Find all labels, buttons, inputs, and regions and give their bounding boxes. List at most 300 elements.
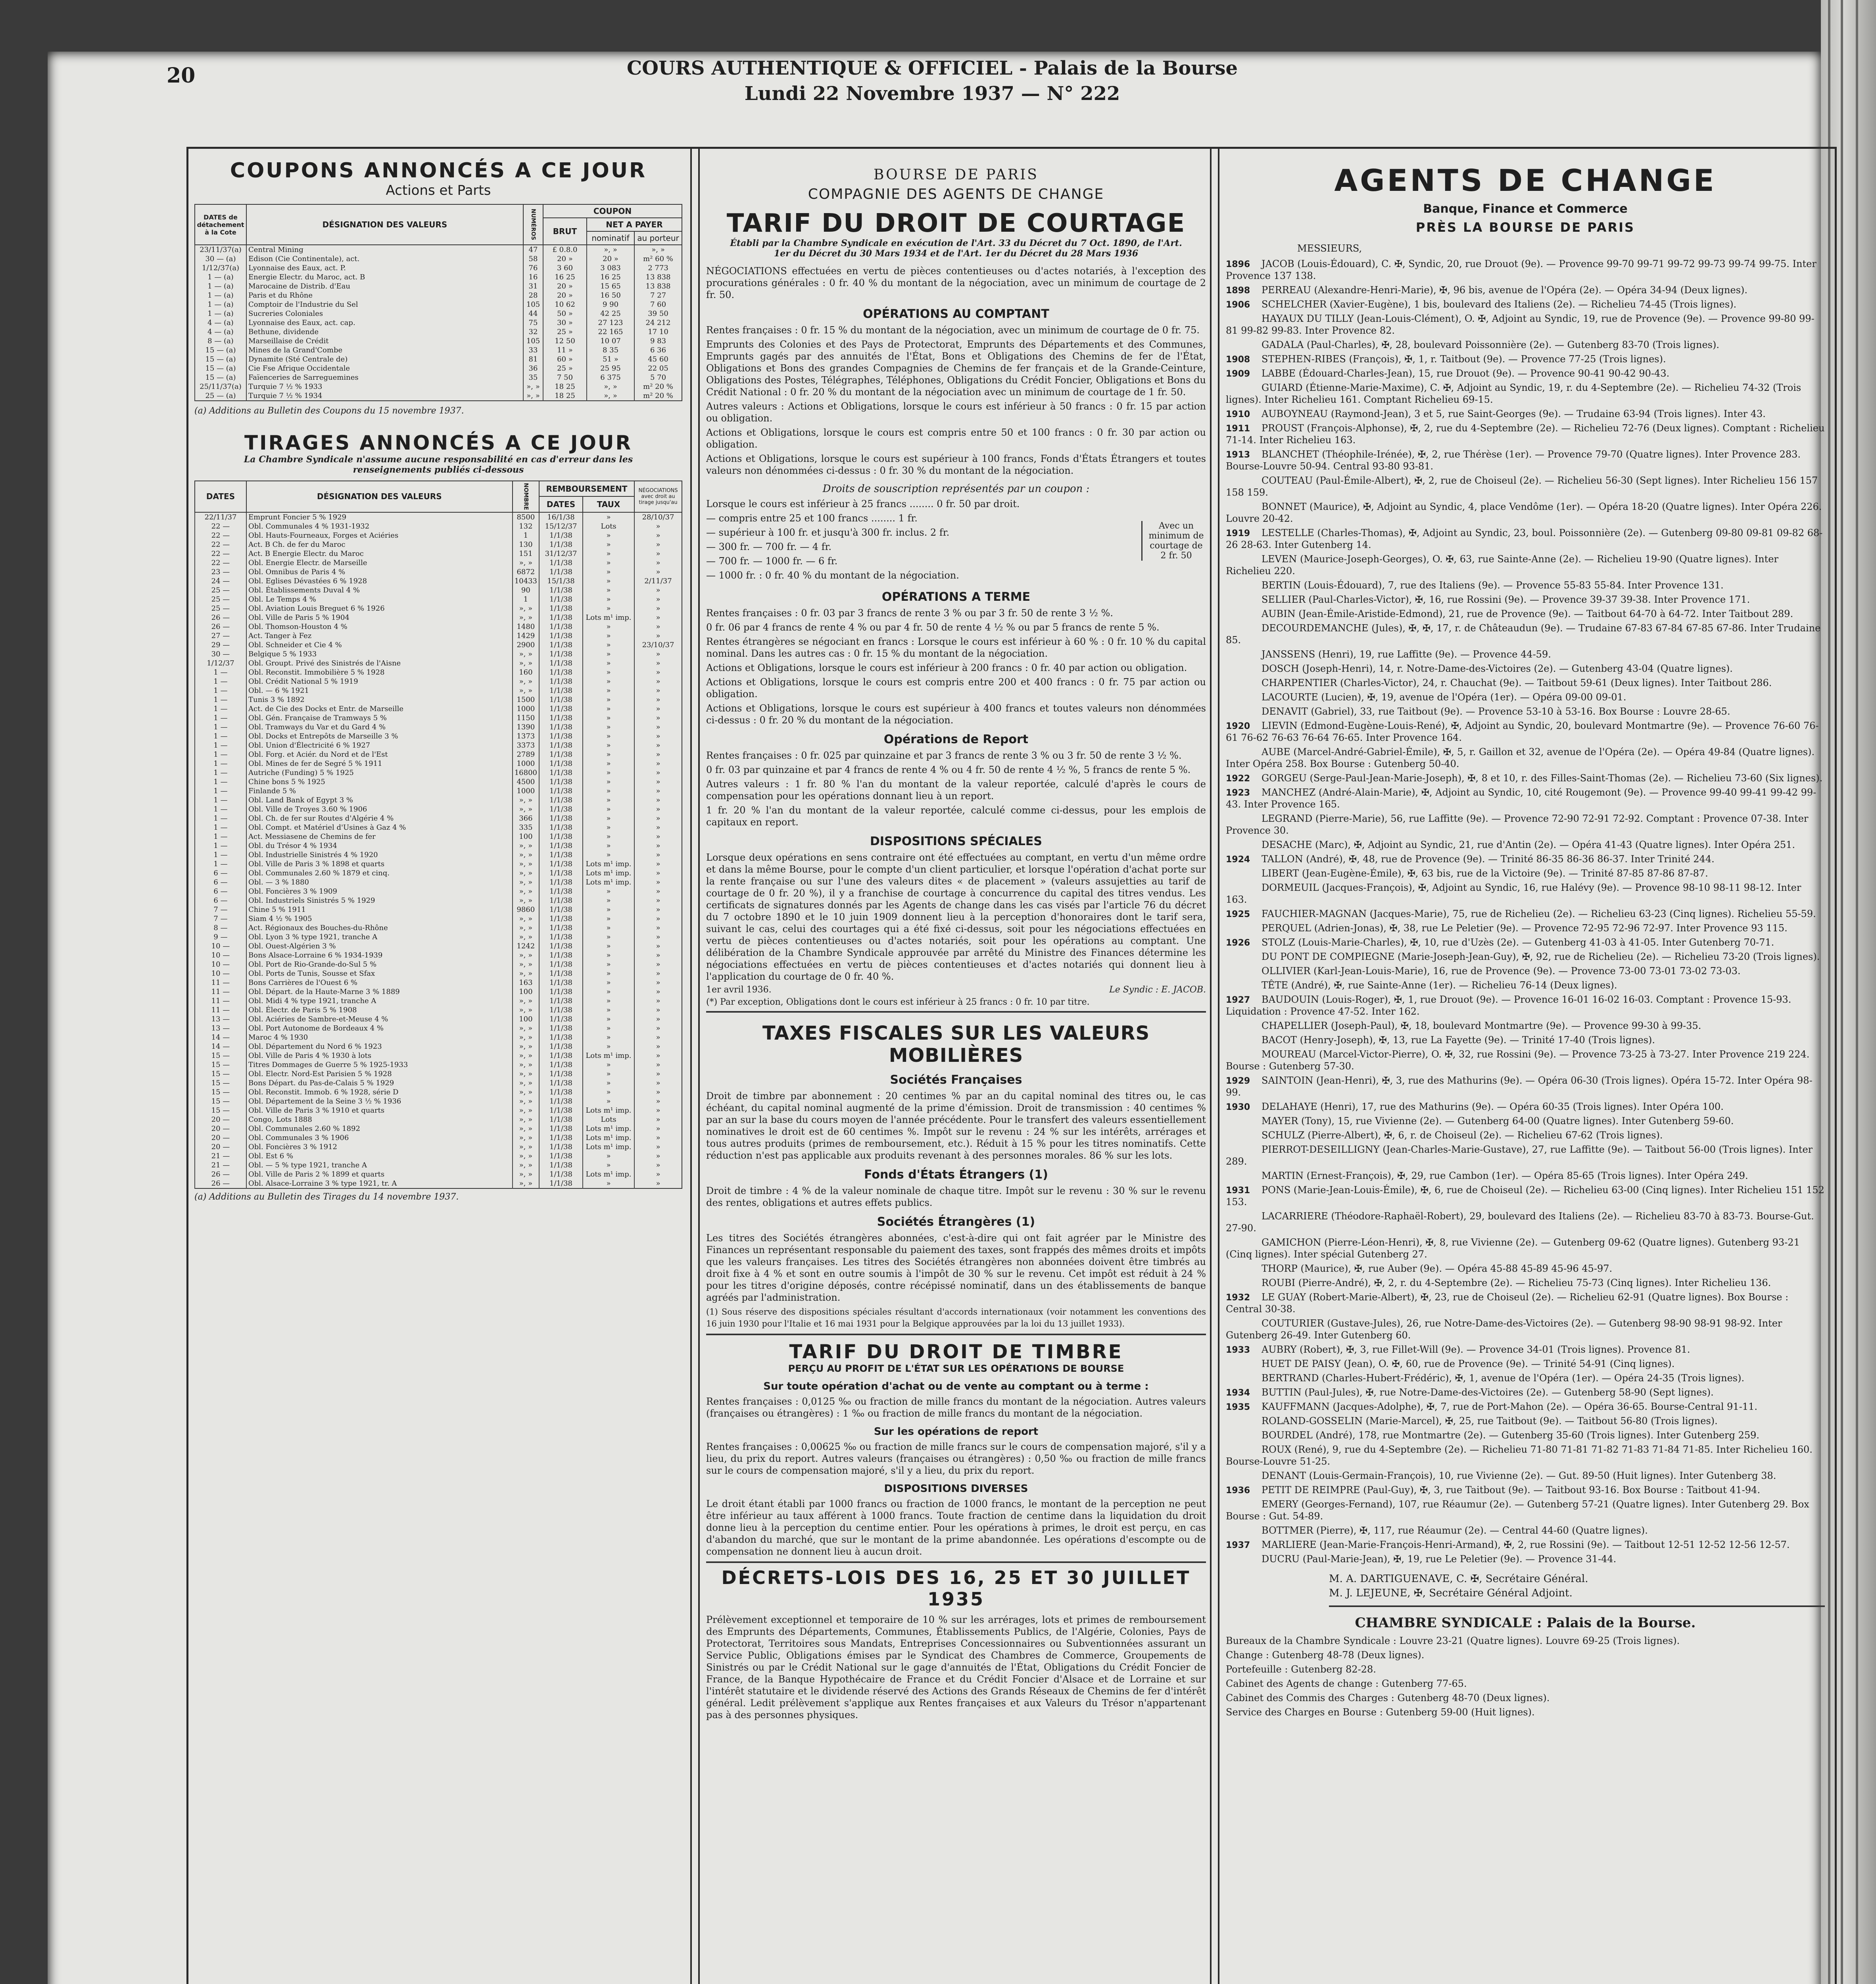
table-cell: Obl. Communales 2.60 % 1892 [246,1124,513,1133]
table-row [195,613,682,622]
table-cell: 2/11/37 [634,577,682,586]
table-cell: Lots m¹ imp. [583,1051,634,1060]
table-cell: Mines de la Grand'Combe [246,346,523,355]
col-header-taux: TAUX [583,496,634,512]
table-cell: 1/1/38 [539,887,583,896]
table-row [195,1152,682,1161]
table-cell: Obl. Alsace-Lorraine 3 % type 1921, tr. A [246,1179,513,1188]
courtage-negociations: NÉGOCIATIONS effectuées en vertu de pièces contentieuses ou d'actes notariés, à l'exception des procurations générales : 0 fr. 40 % du montant de la négociation, avec un minimum de courtage de 2 fr. 50. [706,265,1206,300]
table-cell: Lots m¹ imp. [583,1133,634,1142]
agent-details: MANCHEZ (André-Alain-Marie), ✠, Adjoint au Syndic, 10, cité Rougemont (9e). — Provence 99-40 99-41 99-42 99-43. Inter Provence 165. [1226,787,1816,810]
agent-details: DENANT (Louis-Germain-François), 10, rue Vivienne (2e). — Gut. 89-50 (Huit lignes). Inter Gutenberg 38. [1262,1470,1776,1481]
agent-entry [1226,882,1825,905]
agent-details: MARTIN (Ernest-François), ✠, 29, rue Cambon (1er). — Opéra 85-65 (Trois lignes). Inter Opéra 249. [1262,1170,1748,1181]
agent-details: SAINTOIN (Jean-Henri), ✠, 3, rue des Mathurins (9e). — Opéra 06-30 (Trois lignes). Opéra 15-72. Inter Opéra 98-99. [1226,1075,1813,1098]
table-cell: 22/11/37 [195,512,246,522]
agent-details: LIBERT (Jean-Eugène-Émile), ✠, 63 bis, rue de la Victoire (9e). — Trinité 87-85 87-86 87-87. [1262,868,1708,879]
table-cell: Obl. Le Temps 4 % [246,595,513,604]
table-cell: », » [513,1097,539,1106]
agent-year: 1922 [1226,774,1250,784]
table-cell: 1/1/38 [539,613,583,622]
table-cell: 30 » [543,318,587,327]
table-row [195,1106,682,1115]
table-cell: 45 60 [634,355,682,364]
table-cell: 1373 [513,732,539,741]
table-cell: » [634,960,682,969]
taxes-title: TAXES FISCALES SUR LES VALEURS MOBILIÈRES [762,1022,1150,1067]
courtage-dispositions: Lorsque deux opérations en sens contraire ont été effectuées au comptant, en vertu d'un même ordre et dans la même Bourse, pour le compte d'un client particulier, et lorsque l'opération d'achat porte sur la rente française ou sur l'une des valeurs dites « de placement » (valeurs assujetties au tarif de courtage de 0 fr. 20 %), il y a franchise de courtage à concurrence du capital des titres vendus. Les certificats de signatures donnés par les Agents de change dans les cas visés par l'article 76 du décret du 7 octobre 1890 et le 10 juin 1909 donnent lieu à la perception d'honoraires dont le tarif sera, suivant le cas, celui des courtages qui a été fixé ci-dessus, soit pour les négociations effectuées en vertu de pièces contentieuses ou d'actes notariés, soit pour les opérations au comptant. Une délibération de la Chambre Syndicale approuvée par arrêté du Ministre des Finances détermine les négociations effectuées en vertu de pièces contentieuses et d'actes notariés qui donnent lieu à l'application du courtage de 0 fr. 40 %. [706,852,1206,982]
list-item: Rentes françaises : 0 fr. 025 par quinzaine et par 3 francs de rente 3 % ou 3 fr. 50 de rente 3 ½ %. [706,750,1182,761]
table-cell: Turquie 7 ½ % 1934 [246,391,523,401]
table-cell: Obl. Compt. et Matériel d'Usines à Gaz 4 % [246,823,513,832]
table-cell: 15 — [195,1106,246,1115]
table-cell: 20 » [543,291,587,300]
table-cell: 13 — [195,1015,246,1024]
agent-details: OLLIVIER (Karl-Jean-Louis-Marie), 16, rue de Provence (9e). — Provence 73-00 73-01 73-02 73-03. [1262,965,1741,977]
table-cell: 1/1/38 [539,996,583,1005]
table-cell: 1/1/38 [539,932,583,942]
table-cell: », » [513,613,539,622]
list-item: — 300 fr. — 700 fr. — 4 fr. [706,541,831,552]
table-cell: 22 — [195,531,246,540]
table-cell: » [634,777,682,786]
courtage-signature [706,985,1206,995]
courtage-report-title: Opérations de Report [883,732,1029,746]
list-item: 1 fr. 20 % l'an du montant de la valeur reportée, calculé comme ci-dessus, pour les emplois de capitaux en report. [706,805,1206,828]
agent-entry [1226,1210,1825,1234]
table-cell: Belgique 5 % 1933 [246,650,513,659]
agent-entry [1226,1034,1825,1046]
table-cell: 22 — [195,558,246,567]
table-cell: 1/1/38 [539,668,583,677]
agent-details: GUIARD (Étienne-Marie-Maxime), C. ✠, Adjoint au Syndic, 19, r. du 4-Septembre (2e). — Richelieu 74-32 (Trois lignes). Inter Richelieu 161. Comptant Richelieu 69-15. [1226,382,1801,405]
table-cell: Edison (Cie Continentale), act. [246,254,523,263]
table-cell: Obl. Départ. de la Haute-Marne 3 % 1889 [246,987,513,996]
table-cell: 132 [513,522,539,531]
table-cell: 16 50 [587,291,634,300]
table-cell: 1/12/37 [195,659,246,668]
table-cell: », » [513,604,539,613]
agent-entry [1226,527,1825,551]
tirages-rows [195,512,682,1188]
table-cell: Obl. Lyon 3 % type 1921, tranche A [246,932,513,942]
agent-year: 1920 [1226,721,1250,731]
table-cell: Act. Tanger à Fez [246,631,513,640]
table-cell: » [583,1015,634,1024]
table-cell: », » [513,1179,539,1188]
table-cell: » [634,805,682,814]
table-cell: » [583,650,634,659]
table-cell: » [634,522,682,531]
table-cell: » [634,823,682,832]
table-cell: 1/1/38 [539,640,583,650]
table-cell: 16800 [513,768,539,777]
table-cell: 1/1/38 [539,960,583,969]
table-cell: », » [513,1005,539,1015]
table-cell: 22 — [195,540,246,549]
table-row [195,336,682,346]
table-cell: », » [513,686,539,695]
coupons-subtitle: Actions et Parts [386,183,491,198]
table-cell: 3 083 [587,263,634,273]
table-cell: » [583,914,634,923]
courtage-heading2: COMPAGNIE DES AGENTS DE CHANGE [808,186,1104,202]
table-cell: 20 » [543,254,587,263]
table-cell: 8 35 [587,346,634,355]
agent-details: DECOURDEMANCHE (Jules), ✠, ✠, 17, r. de Châteaudun (9e). — Trudaine 67-83 67-84 67-85 67-86. Inter Trudaine 85. [1226,623,1821,646]
table-row [195,741,682,750]
table-cell: », » [513,1106,539,1115]
table-cell: » [583,586,634,595]
table-cell: 25 — [195,595,246,604]
table-cell: 15 — (a) [195,364,246,373]
table-cell: Obl. Reconstit. Immob. 6 % 1928, série D [246,1088,513,1097]
table-cell: » [634,622,682,631]
left-column [194,151,682,1984]
table-row [195,604,682,613]
table-cell: m² 60 % [634,254,682,263]
agent-details: DELAHAYE (Henri), 17, rue des Mathurins (9e). — Opéra 60-35 (Trois lignes). Inter Opéra 100. [1262,1101,1724,1112]
table-cell: », » [513,1069,539,1079]
table-cell: Obl. Aciéries de Sambre-et-Meuse 4 % [246,1015,513,1024]
table-cell: » [583,905,634,914]
table-cell: 1/1/38 [539,786,583,796]
table-cell: 1/1/38 [539,823,583,832]
table-row [195,1042,682,1051]
table-cell: 1/1/38 [539,1024,583,1033]
table-row [195,896,682,905]
table-cell: 1000 [513,759,539,768]
timbre-s1-title: Sur toute opération d'achat ou de vente au comptant ou à terme : [763,1380,1149,1392]
table-row [195,1097,682,1106]
table-cell: Lots m¹ imp. [583,1106,634,1115]
table-row [195,318,682,327]
courtage-souscription [706,498,1141,584]
agent-entry [1226,1236,1825,1260]
table-cell: Obl. Ville de Paris 3 % 1910 et quarts [246,1106,513,1115]
agent-details: BACOT (Henry-Joseph), ✠, 13, rue La Fayette (9e). — Trinité 17-40 (Trois lignes). [1262,1034,1655,1046]
table-cell: Obl. — 6 % 1921 [246,686,513,695]
table-cell: Obl. Reconstit. Immobilière 5 % 1928 [246,668,513,677]
agent-entry [1226,1075,1825,1098]
agent-details: LABBE (Édouard-Charles-Jean), 15, rue Drouot (9e). — Provence 90-41 90-42 90-43. [1262,368,1670,379]
table-cell: 1 — (a) [195,291,246,300]
agent-year: 1925 [1226,909,1250,919]
agent-details: ROUBI (Pierre-André), ✠, 2, r. du 4-Septembre (2e). — Richelieu 75-73 (Cinq lignes). Inter Richelieu 136. [1262,1277,1771,1288]
taxes-societes-etr-text: Les titres des Sociétés étrangères abonnées, c'est-à-dire qui ont fait agréer par le Ministre des Finances un représentant responsable du paiement des taxes, sont frappés des mêmes droits et impôts que les valeurs françaises. Les titres des Sociétés étrangères non abonnées doivent être timbrés au droit fixe à 4 % et sont en outre soumis à l'impôt de 30 % sur le revenu. Cet impôt est réduit à 24 % pour les titres d'origine déposés, contre récépissé nominatif, dans un des établissements de banque agréés par l'administration. [706,1232,1206,1303]
table-row [195,932,682,942]
table-cell: » [583,567,634,577]
table-cell: 35 [523,373,543,382]
table-row [195,1115,682,1124]
table-cell: » [634,1161,682,1170]
table-cell: » [634,996,682,1005]
table-cell: 1/1/38 [539,713,583,723]
table-cell: 1/1/38 [539,1042,583,1051]
table-cell: » [583,659,634,668]
agent-details: HUET DE PAISY (Jean), O. ✠, 60, rue de Provence (9e). — Trinité 54-91 (Cinq lignes). [1262,1358,1675,1369]
table-cell: », » [513,960,539,969]
table-cell: 1/1/38 [539,777,583,786]
table-cell: 11 » [543,346,587,355]
table-cell: » [634,987,682,996]
agent-entry [1226,1386,1825,1398]
table-cell: », » [587,245,634,254]
table-cell: », » [513,1152,539,1161]
table-cell: » [583,996,634,1005]
table-cell: 8 — [195,923,246,932]
table-cell: 1 — [195,723,246,732]
table-cell: » [583,987,634,996]
list-item: Actions et Obligations, lorsque le cours est compris entre 200 et 400 francs : 0 fr. 75 par action ou obligation. [706,677,1206,700]
table-row [195,951,682,960]
table-cell: Lots m¹ imp. [583,1142,634,1152]
agent-entry [1226,1372,1825,1384]
table-row [195,327,682,336]
table-row [195,859,682,869]
table-cell: » [583,1042,634,1051]
table-cell: Obl. Ouest-Algérien 3 % [246,942,513,951]
table-cell: 36 [523,364,543,373]
table-cell: 1 — [195,677,246,686]
table-cell: 20 — [195,1133,246,1142]
agent-details: DORMEUIL (Jacques-François), ✠, Adjoint au Syndic, 16, rue Halévy (9e). — Provence 98-10 98-11 98-12. Inter 163. [1226,882,1801,905]
table-cell: » [583,768,634,777]
table-cell: » [634,531,682,540]
list-item: Actions et Obligations, lorsque le cours est supérieur à 400 francs et toutes valeurs non dénommées ci-dessus : 0 fr. 20 % du montant de la négociation. [706,703,1206,726]
table-cell: » [634,741,682,750]
middle-column [706,151,1206,1984]
table-row [195,732,682,741]
table-cell: », » [513,923,539,932]
agent-details: PERQUEL (Adrien-Jonas), ✠, 38, rue Le Peletier (9e). — Provence 72-95 72-96 72-97. Inter Provence 93 115. [1262,923,1788,934]
table-cell: 28 [523,291,543,300]
table-cell: » [634,1024,682,1033]
agent-details: SCHULZ (Pierre-Albert), ✠, 6, r. de Choiseul (2e). — Richelieu 67-62 (Trois lignes). [1262,1130,1663,1141]
agent-entry [1226,284,1825,296]
table-cell: 11 — [195,987,246,996]
agents-list [1226,258,1825,1565]
table-cell: » [634,695,682,704]
table-cell: » [583,1033,634,1042]
table-cell: » [583,713,634,723]
list-item: Cabinet des Commis des Charges : Gutenberg 48-70 (Deux lignes). [1226,1692,1550,1703]
table-cell: 1/1/38 [539,1106,583,1115]
taxes-societes-etr-title: Sociétés Étrangères (1) [877,1215,1035,1229]
table-cell: 9860 [513,905,539,914]
table-cell: 30 — [195,650,246,659]
table-cell: » [634,796,682,805]
courtage-terme-title: OPÉRATIONS A TERME [881,590,1031,604]
table-cell: » [583,1179,634,1188]
table-row [195,1179,682,1188]
agent-entry [1226,839,1825,851]
table-cell: Obl. Ville de Paris 5 % 1904 [246,613,513,622]
table-cell: » [634,558,682,567]
table-cell: », » [513,558,539,567]
table-cell: » [583,1060,634,1069]
table-cell: 1/1/38 [539,567,583,577]
courtage-souscription-title: Droits de souscription représentés par un coupon : [822,483,1090,495]
agent-details: JANSSENS (Henri), 19, rue Laffitte (9e). — Provence 44-59. [1262,649,1551,660]
table-cell: 1/1/38 [539,695,583,704]
table-cell: 1/1/38 [539,1097,583,1106]
table-cell: 39 50 [634,309,682,318]
table-cell: 20 — [195,1115,246,1124]
table-cell: Cie Fse Afrique Occidentale [246,364,523,373]
table-cell: 2 773 [634,263,682,273]
tirages-note: (a) Additions au Bulletin des Tirages du 14 novembre 1937. [194,1192,459,1202]
coupons-title: COUPONS ANNONCÉS A CE JOUR [230,159,647,183]
table-cell: » [583,969,634,978]
table-cell: 1/1/38 [539,896,583,905]
table-cell: Faïenceries de Sarreguemines [246,373,523,382]
col-header-rdates: DATES [539,496,583,512]
table-row [195,1060,682,1069]
agent-details: AUBOYNEAU (Raymond-Jean), 3 et 5, rue Saint-Georges (9e). — Trudaine 63-94 (Trois lignes). Inter 43. [1262,408,1766,419]
table-cell: Titres Dommages de Guerre 5 % 1925-1933 [246,1060,513,1069]
table-cell: » [634,567,682,577]
taxes-fonds-etr-text: Droit de timbre : 4 % de la valeur nominale de chaque titre. Impôt sur le revenu : 30 % sur le revenu des rentes, obligations et autres effets publics. [706,1185,1206,1208]
table-cell: 10 — [195,951,246,960]
table-cell: 8500 [513,512,539,522]
courtage-comptant [706,324,1206,477]
table-row [195,878,682,887]
agent-entry [1226,908,1825,920]
table-cell: 1/1/38 [539,1079,583,1088]
table-cell: Obl. Département de la Seine 3 ½ % 1936 [246,1097,513,1106]
table-cell: 10433 [513,577,539,586]
page-number: 20 [167,63,196,88]
table-cell: » [634,668,682,677]
table-cell: 28/10/37 [634,512,682,522]
table-cell: 7 60 [634,300,682,309]
table-cell: » [583,1024,634,1033]
table-cell: 1/1/38 [539,878,583,887]
table-cell: 1/1/38 [539,969,583,978]
agent-details: FAUCHIER-MAGNAN (Jacques-Marie), 75, rue de Richelieu (2e). — Richelieu 63-23 (Cinq lignes). Richelieu 55-59. [1262,908,1816,919]
table-cell: 26 — [195,1170,246,1179]
table-row [195,1142,682,1152]
table-cell: 1/1/38 [539,586,583,595]
table-cell: 7 27 [634,291,682,300]
table-row [195,300,682,309]
agent-details: KAUFFMANN (Jacques-Adolphe), ✠, 7, rue de Port-Mahon (2e). — Opéra 36-65. Bourse-Central 91-11. [1262,1401,1757,1412]
table-cell: » [634,942,682,951]
table-row [195,713,682,723]
table-cell: 130 [513,540,539,549]
table-row [195,978,682,987]
table-row [195,841,682,850]
table-cell: 13 838 [634,273,682,282]
table-cell: » [634,750,682,759]
table-cell: 1/1/38 [539,987,583,996]
agent-details: LE GUAY (Robert-Marie-Albert), ✠, 23, rue de Choiseul (2e). — Richelieu 62-91 (Quatre lignes). Box Bourse : Central 30-38. [1226,1292,1789,1315]
table-cell: » [583,704,634,713]
timbre-s3-text: Le droit étant établi par 1000 francs ou fraction de 1000 francs, le montant de la perception ne peut être inférieur au taux afférent à 1000 francs. Toute fraction de centime dans la liquidation du droit donne lieu à la perception du centime entier. Pour les opérations à primes, le droit est perçu, en cas d'abandon du marché, que sur le montant de la prime abandonnée. Les opérations d'escompte ou de compensation ne donnent lieu à aucun droit. [706,1498,1206,1563]
agent-entry [1226,1129,1825,1141]
agent-entry [1226,922,1825,934]
table-row [195,650,682,659]
taxes-societes-fr-text: Droit de timbre par abonnement : 20 centimes % par an du capital nominal des titres ou, le cas échéant, du capital nominal augmenté de la prime d'émission. Droit de transmission : 40 centimes % par an sur la base du cours moyen de l'année précédente. Pour le transfert des valeurs essentiellement nominatives le droit est de 60 centimes %. Impôt sur le revenu : 24 % sur les intérêts, arrérages et tous autres produits (primes de remboursement, etc.). Réduit à 15 % pour les titres nominatifs. Cette réduction n'est pas applicable aux produits revenant à des personnes morales. 86 % sur les lots. [706,1090,1206,1161]
table-cell: 1000 [513,786,539,796]
agent-year: 1936 [1226,1486,1250,1496]
table-cell: » [583,540,634,549]
agent-details: GORGEU (Serge-Paul-Jean-Marie-Joseph), ✠, 8 et 10, r. des Filles-Saint-Thomas (2e). — Richelieu 73-60 (Six lignes). [1262,773,1823,784]
table-cell: » [583,1069,634,1079]
table-cell: » [634,905,682,914]
table-cell: » [634,1170,682,1179]
coupons-note: (a) Additions au Bulletin des Coupons du 15 novembre 1937. [194,406,464,416]
agent-details: TALLON (André), ✠, 48, rue de Provence (9e). — Trinité 86-35 86-36 86-37. Inter Trinité 244. [1262,854,1715,865]
agent-entry [1226,1020,1825,1032]
table-cell: 1/1/38 [539,1069,583,1079]
table-cell: 1/1/38 [539,796,583,805]
col-header-dates: DATES de détachement à la Cote [195,204,246,245]
table-cell: 100 [513,832,539,841]
table-cell: 1/1/38 [539,622,583,631]
col-header-negociations: NÉGOCIATIONS avec droit au tirage jusqu'au [634,481,682,512]
courtage-date: 1er avril 1936. [706,985,772,995]
table-cell: 1 — [195,713,246,723]
table-cell: 1/1/38 [539,732,583,741]
agent-entry [1226,367,1825,379]
table-cell: 21 — [195,1161,246,1170]
table-cell: 10 62 [543,300,587,309]
table-row [195,309,682,318]
table-cell: 1/1/38 [539,704,583,713]
table-cell: » [583,759,634,768]
table-cell: » [583,686,634,695]
agent-details: HAYAUX DU TILLY (Jean-Louis-Clément), O. ✠, Adjoint au Syndic, 19, rue de Provence (9e). — Provence 99-80 99-81 99-82 99-83. Inter Provence 82. [1226,313,1815,336]
table-row [195,1069,682,1079]
table-cell: 17 10 [634,327,682,336]
table-cell: Lots m¹ imp. [583,869,634,878]
table-cell: 20 — [195,1124,246,1133]
agent-details: MARLIERE (Jean-Marie-François-Henri-Armand), ✠, 2, rue Rossini (9e). — Taitbout 12-51 12-52 12-56 12-57. [1262,1539,1790,1550]
table-row [195,567,682,577]
table-cell: » [634,1152,682,1161]
table-cell: 1/1/38 [539,759,583,768]
agent-details: LEVEN (Maurice-Joseph-Georges), O. ✠, 63, rue Sainte-Anne (2e). — Richelieu 19-90 (Quatre lignes). Inter Richelieu 220. [1226,554,1778,577]
table-cell: 33 [523,346,543,355]
agent-details: DU PONT DE COMPIEGNE (Marie-Joseph-Jean-Guy), ✠, 92, rue de Richelieu (2e). — Richelieu 73-20 (Trois lignes). [1262,951,1820,962]
table-cell: 1 — (a) [195,273,246,282]
courtage-comptant-title: OPÉRATIONS AU COMPTANT [863,307,1049,321]
table-cell: » [634,1042,682,1051]
table-row [195,263,682,273]
table-cell: Obl. Ch. de fer sur Routes d'Algérie 4 % [246,814,513,823]
table-row [195,805,682,814]
agent-year: 1910 [1226,409,1250,419]
list-item: — compris entre 25 et 100 francs ........ 1 fr. [706,513,918,524]
list-item: Actions et Obligations, lorsque le cours est compris entre 50 et 100 francs : 0 fr. 30 par action ou obligation. [706,427,1206,450]
agent-entry [1226,594,1825,606]
table-cell: » [583,1097,634,1106]
table-cell: 50 » [543,309,587,318]
table-cell: » [583,723,634,732]
table-row [195,704,682,713]
table-cell: Obl. Groupt. Privé des Sinistrés de l'Aisne [246,659,513,668]
agent-details: PONS (Marie-Jean-Louis-Émile), ✠, 6, rue de Choiseul (2e). — Richelieu 63-00 (Cinq lignes). Inter Richelieu 151 152 153. [1226,1184,1824,1207]
table-cell: » [634,978,682,987]
table-cell: » [583,1088,634,1097]
table-row [195,686,682,695]
table-cell: » [634,1069,682,1079]
table-cell: 18 25 [543,391,587,401]
table-cell: 1/1/38 [539,832,583,841]
table-cell: 1 — [195,786,246,796]
